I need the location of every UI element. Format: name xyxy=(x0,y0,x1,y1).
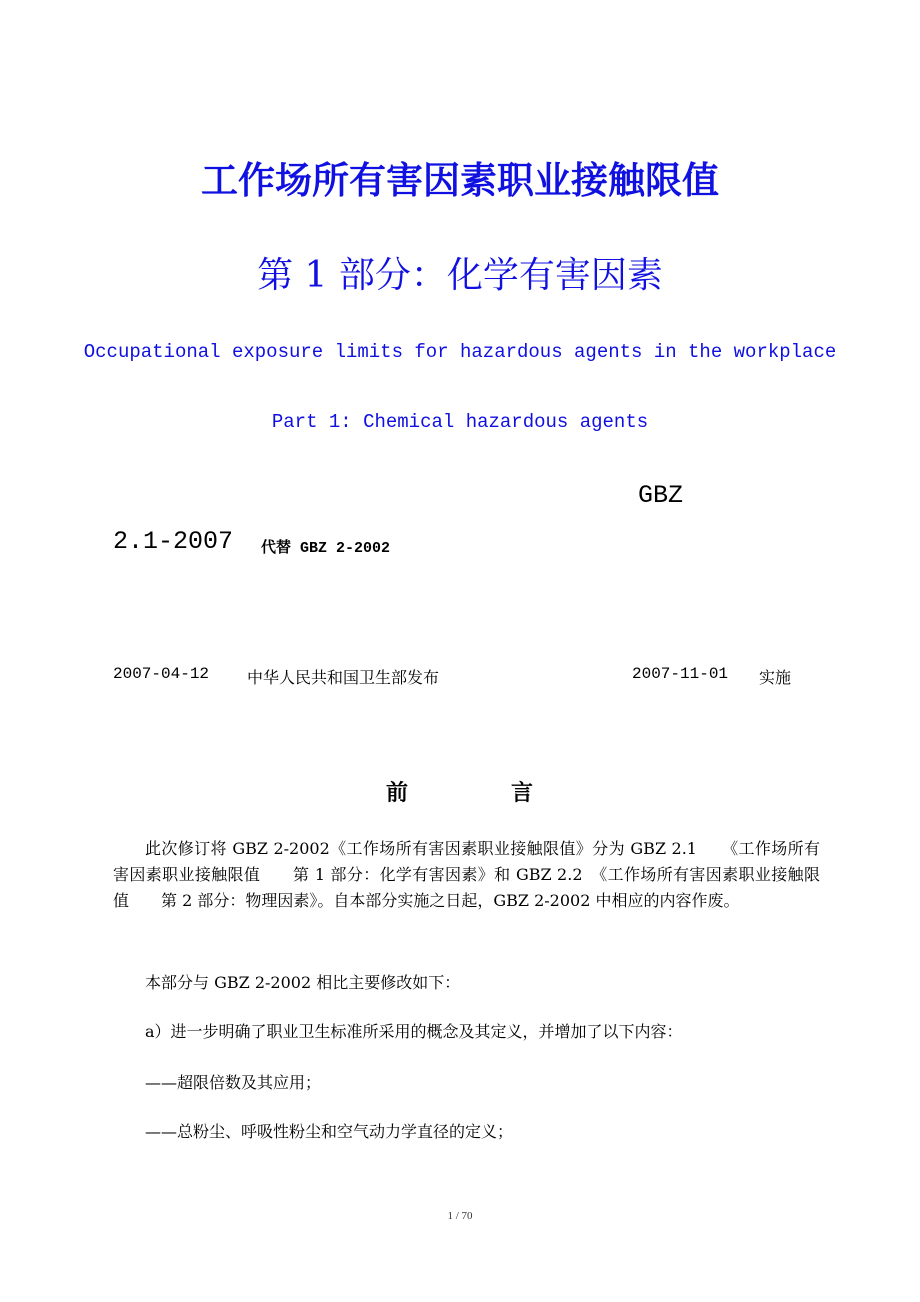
effective-date: 2007-11-01 xyxy=(632,665,729,683)
preface-line-2: a）进一步明确了职业卫生标准所采用的概念及其定义，并增加了以下内容： xyxy=(145,1022,683,1041)
standard-code-prefix: GBZ xyxy=(638,481,684,510)
issuer: 中华人民共和国卫生部发布 xyxy=(247,670,440,688)
english-title: Occupational exposure limits for hazardous agents in the workplace xyxy=(83,341,837,363)
replaces-standard: 代替 GBZ 2-2002 xyxy=(261,540,391,557)
document-part-title: 第 1 部分：化学有害因素 xyxy=(257,255,663,296)
standard-code-number: 2.1-2007 xyxy=(113,527,234,556)
preface-paragraph: 此次修订将 GBZ 2-2002《工作场所有害因素职业接触限值》分为 GBZ 2.1 《工作场所有害因素职业接触限值 第 1 部分：化学有害因素》和 GBZ 2.2 《工作场所有害因素职业接触限值 第 2 部分：物理因素》。自本部分实施之日起，GBZ 2-2002 中相应的内容作废。 xyxy=(113,839,820,910)
preface-line-3: ——超限倍数及其应用； xyxy=(145,1073,322,1092)
preface-heading-left: 前 xyxy=(386,781,409,806)
english-part-title: Part 1: Chemical hazardous agents xyxy=(271,411,649,433)
preface-heading-right: 言 xyxy=(511,781,534,806)
effective-label: 实施 xyxy=(759,670,792,688)
page-number: 1 / 70 xyxy=(447,1210,473,1222)
preface-line-1: 本部分与 GBZ 2-2002 相比主要修改如下： xyxy=(145,973,461,992)
document-title: 工作场所有害因素职业接触限值 xyxy=(201,159,719,202)
issue-date: 2007-04-12 xyxy=(113,665,210,683)
preface-line-4: ——总粉尘、呼吸性粉尘和空气动力学直径的定义； xyxy=(145,1122,514,1141)
